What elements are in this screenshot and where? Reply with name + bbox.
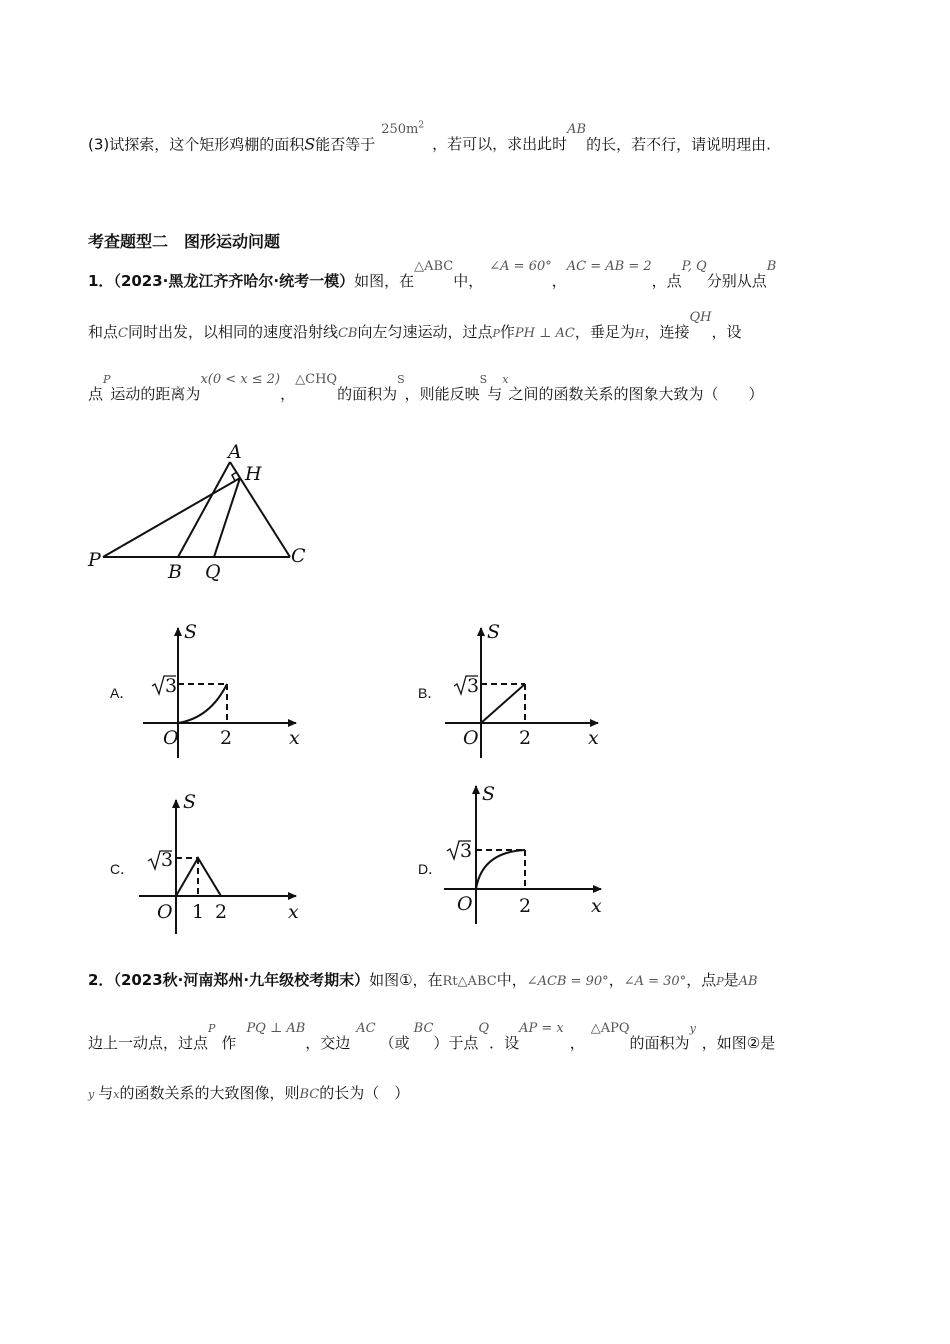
- svg-text:x: x: [588, 727, 599, 749]
- option-c-label[interactable]: C．: [110, 861, 135, 877]
- graph-d[interactable]: [444, 783, 602, 924]
- svg-text:2: 2: [519, 895, 532, 917]
- label-q: Q: [205, 561, 221, 583]
- svg-text:3: 3: [161, 849, 174, 871]
- math-ab: AB: [567, 122, 587, 138]
- option-d-label[interactable]: D．: [418, 861, 443, 877]
- graph-b-line: [481, 684, 525, 723]
- svg-text:3: 3: [460, 840, 473, 862]
- svg-text:O: O: [463, 727, 479, 749]
- svg-text:1: 1: [192, 901, 205, 923]
- label-b: B: [168, 561, 182, 583]
- problem-1-source: （2023·黑龙江齐齐哈尔·统考一模）: [113, 272, 355, 290]
- graph-c[interactable]: [139, 791, 299, 934]
- graph-a-curve: [178, 684, 227, 723]
- math-250m2: $250m^2$: [381, 121, 425, 138]
- graph-b[interactable]: [445, 621, 599, 758]
- svg-text:S: S: [487, 621, 501, 643]
- svg-text:O: O: [457, 893, 473, 915]
- svg-text:S: S: [482, 783, 496, 805]
- problem-1-line-2: 和点C同时出发，以相同的速度沿射线CB向左匀速运动，过点P作PH ⊥ AC，垂足为H，连接QH，设: [88, 310, 742, 341]
- problem-1-line-3: 点$^P$运动的距离为x(0 < x ≤ 2)，△CHQ的面积为$^S$，则能反映$^S$与$^x$之间的函数关系的图象大致为（ ）: [88, 372, 764, 403]
- problem-2-line-2: 边上一动点，过点$^P$作PQ ⊥ AB，交边AC（或BC）于点Q．设AP = x，△APQ的面积为$^y$，如图②是: [88, 1021, 776, 1052]
- svg-text:3: 3: [467, 675, 480, 697]
- svg-text:S: S: [184, 621, 198, 643]
- label-h: H: [245, 463, 262, 485]
- label-a: A: [228, 441, 242, 463]
- label-p: P: [88, 549, 101, 571]
- math-s: S: [304, 134, 316, 154]
- svg-text:2: 2: [519, 727, 532, 749]
- svg-text:x: x: [591, 895, 602, 917]
- svg-text:x: x: [288, 901, 299, 923]
- svg-text:2: 2: [220, 727, 233, 749]
- problem-2-source: （2023秋·河南郑州·九年级校考期末）: [113, 971, 370, 989]
- svg-text:S: S: [183, 791, 197, 813]
- graph-d-curve: [476, 850, 525, 889]
- svg-text:O: O: [157, 901, 173, 923]
- graph-a[interactable]: [143, 621, 300, 758]
- option-a-label[interactable]: A．: [110, 685, 134, 701]
- label-c: C: [291, 545, 306, 567]
- svg-text:3: 3: [165, 675, 178, 697]
- problem-2-line-3: y 与x的函数关系的大致图像，则BC的长为（ ）: [88, 1084, 410, 1102]
- svg-text:O: O: [163, 727, 179, 749]
- problem-1-line-1: 1．（2023·黑龙江齐齐哈尔·统考一模）如图，在△ABC中，∠A = 60°，AC = AB = 2，点P, Q分别从点B: [88, 259, 777, 290]
- section-title: 考查题型二 图形运动问题: [88, 232, 281, 251]
- svg-text:2: 2: [215, 901, 228, 923]
- option-b-label[interactable]: B．: [418, 685, 442, 701]
- question-3: (3)试探索，这个矩形鸡棚的面积S能否等于$250m^2$，若可以，求出此时AB的长，若不行，请说明理由.: [88, 121, 771, 154]
- svg-text:x: x: [289, 727, 300, 749]
- problem-2-line-1: 2．（2023秋·河南郑州·九年级校考期末）如图①，在Rt△ABC中，∠ACB = 90°，∠A = 30°，点P是AB: [88, 971, 758, 989]
